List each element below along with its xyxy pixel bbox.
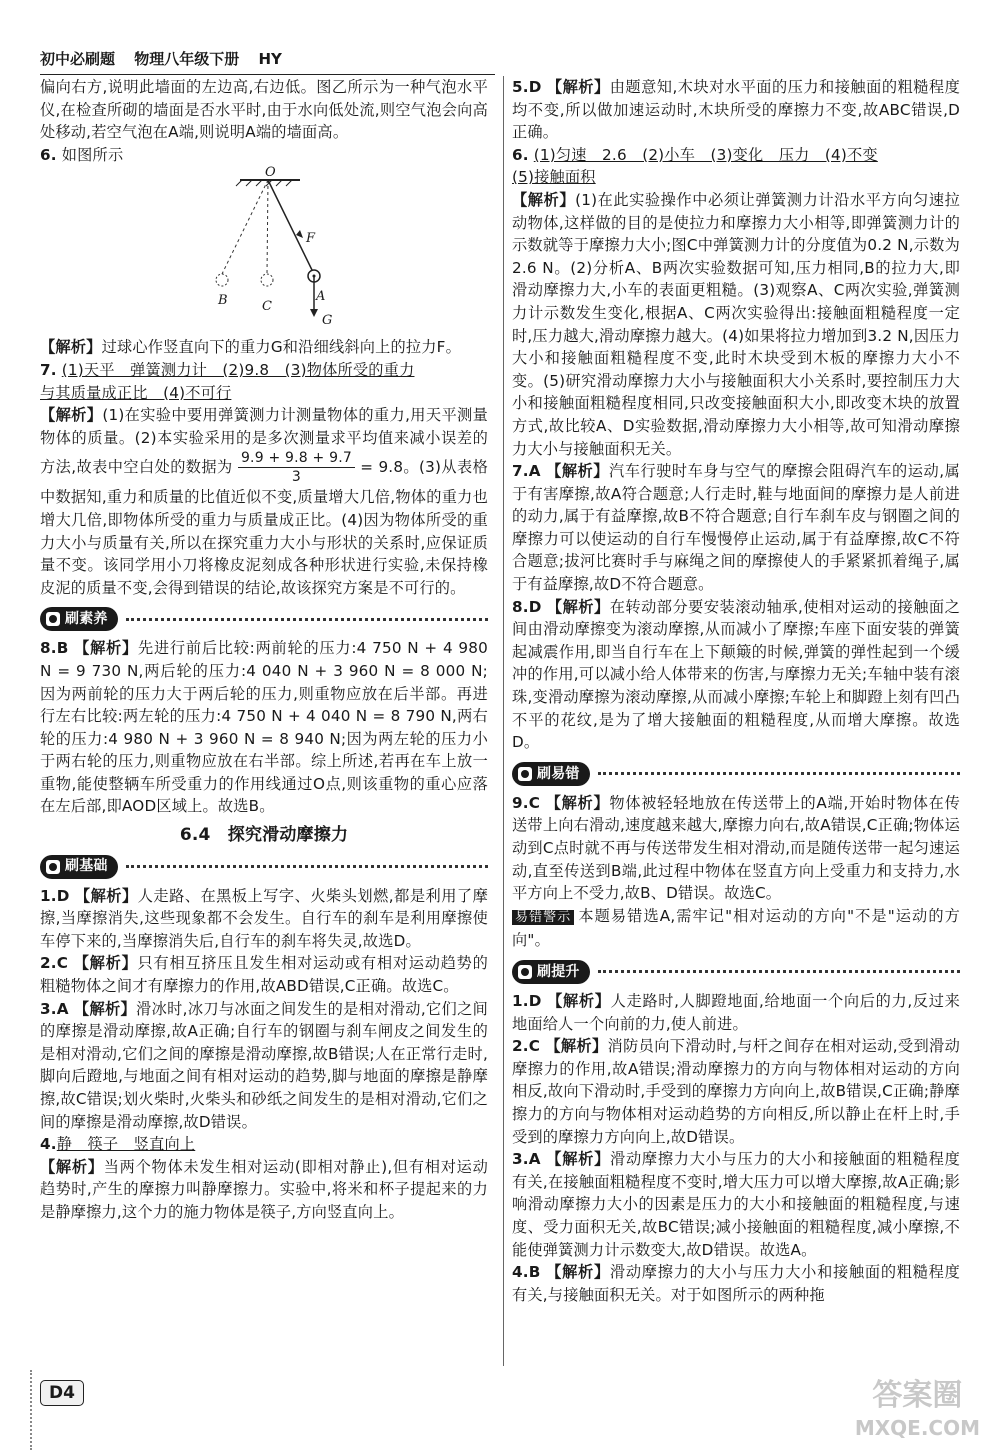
analysis-text: 人走路时,人脚蹬地面,给地面一个向后的力,反过来地面给人一个向前的力,使人前进。 [512,991,960,1033]
average-fraction [238,449,355,486]
analysis-tag: 【解析】 [73,999,137,1018]
section-jichu [40,853,488,881]
warning-text: 本题易错选A,需牢记"相对运动的方向"不是"运动的方向"。 [512,906,960,950]
question-number: 3. [40,999,57,1018]
answer-letter: C [56,954,69,973]
answer-letter: B [56,639,69,658]
analysis-tag: 【解析】 [545,793,610,812]
badge-jichu [40,855,118,879]
analysis-text: 先进行前后比较:两前轮的压力:4 750 N + 4 980 N = 9 730 N,两后轮的压力:4 040 N + 3 960 N = 8 000 N;因为两前轮的压力大于两后轮的压力,则重物应放在后半部。再进行左右比较:两左轮的压力:4 750 N + 4 040 N = 8 790 N,两右轮的压力:4 980 N + 3 960 N = 8 940 N;因为两左轮的压力小于两右轮的压力,则重物应放在右半部。综上所述,若再在车上放一重物,能使整辆车所受重力的作用线通过O点,则该重物的重心应落在左后部,即AOD区域上。故选B。 [40,639,489,816]
question-number: 6. [40,145,57,164]
analysis-text: 当两个物体未发生相对运动(即相对静止),但有相对运动趋势时,产生的摩擦力叫静摩擦力。实验中,将米和杯子提起来的力是静摩擦力,这个力的施力物体是筷子,方向竖直向上。 [40,1157,488,1221]
advanced-question-1 [512,990,960,1035]
question-number: 7. [512,462,529,481]
dotted-rule [598,772,960,775]
section-tisheng [512,958,960,986]
question-number: 6. [512,145,529,164]
section-title: 6.4 探究滑动摩擦力 [179,825,349,846]
analysis-text: (1)在此实验操作中必须让弹簧测力计沿水平方向匀速拉动物体,这样做的目的是使拉力和摩擦力大小相等,即弹簧测力计的示数就等于摩擦力大小;图C中弹簧测力计的分度值为0.2 N,示数为2.6 N。(2)分析A、B两次实验数据可知,压力相同,B的拉力大,即滑动摩擦力大,小车的表面更粗糙。(3)观察A、C两次实验,弹簧测力计示数发生变化,根据A、C两次实验得出:接触面粗糙程度一定时,压力越大,滑动摩擦力越大。(4)如果将拉力增加到3.2 N,因压力大小和接触面粗糙程度不变,此时木块受到木板的摩擦力大小不变。(5)研究滑动摩擦力大小与接触面积大小关系时,要控制压力大小和接触面粗糙程度相同,只改变接触面积大小,即改变木块的放置方式,故比较A、D实验数据,滑动摩擦力大小相等,故可知滑动摩擦力大小与接触面积无关。 [512,190,960,458]
dotted-rule [126,618,488,621]
analysis-tag: 【解析】 [546,78,610,96]
analysis-text: 在转动部分要安装滚动轴承,使相对运动的接触面之间由滑动摩擦变为滚动摩擦,从而减小了摩擦;车座下面安装的弹簧起减震作用,即当自行车在上下颠簸的时候,弹簧的弹性起到一个缓冲的作用,可以减小给人体带来的伤害,与摩擦力无关;车轴中装有滚珠,变滑动摩擦为滚动摩擦,从而减小摩擦;车轮上和脚蹬上刻有凹凸不平的花纹,是为了增大接触面的粗糙程度,从而增大摩擦。故选D。 [512,597,960,752]
section-suyang [40,605,488,633]
column-divider [503,76,504,1366]
brush-icon [46,612,60,626]
question-number: 2. [512,1037,529,1056]
answer-letter: D [56,886,70,905]
analysis-text: 汽车行驶时车身与空气的摩擦会阻碍汽车的运动,属于有害摩擦,故A符合题意;人行走时,鞋与地面间的摩擦力是人前进的动力,属于有益摩擦,故B不符合题意;自行车刹车皮与钢圈之间的摩擦力可以使运动的自行车慢慢停止运动,属于有益摩擦,故C不符合题意;拔河比赛时手与麻绳之间的摩擦使人的手紧紧抓着绳子,属于有益摩擦,故D不符合题意。 [512,462,960,594]
analysis-tag: 【解析】 [74,639,138,658]
badge-suyang [40,607,118,631]
page-header [40,48,495,75]
analysis-text: 过球心作竖直向下的重力G和沿细线斜向上的拉力F。 [101,338,461,357]
label-g: G [322,313,333,329]
warning-label: 易错警示 [512,910,574,925]
question-number: 4. [40,1135,57,1154]
left-column [40,76,488,1224]
answer-line-1: (1)天平 弹簧测力计 (2)9.8 (3)物体所受的重力 [61,360,415,379]
answer-letter: B [528,1263,541,1282]
answer-letter: A [528,462,541,481]
series-title: 初中必刷题 [40,50,116,68]
question-8 [40,637,488,818]
question-number: 1. [512,991,529,1010]
answer-line-2: 与其质量成正比 (4)不可行 [40,383,232,402]
analysis-text: 由题意知,木块对水平面的压力和接触面的粗糙程度均不变,所以做加速运动时,木块所受的摩擦力不变,故ABC错误,D正确。 [512,78,960,142]
brush-icon [46,860,60,874]
question-5 [512,76,960,144]
question-7-analysis [40,404,488,599]
answer-letter: A [56,999,69,1018]
pendulum-figure [40,166,480,336]
label-o: O [265,165,276,181]
page-edge-dots [0,1370,32,1450]
error-warning [512,905,960,952]
label-b: B [218,293,228,309]
watermark-line-2: MXQE.COM [854,1416,980,1440]
analysis-tag: 【解析】 [547,991,611,1010]
basic-question-4 [40,1133,488,1223]
watermark-line-1: 答案圈 [872,1378,963,1413]
answer-letter: C [528,793,541,812]
analysis-tag: 【解析】 [73,954,138,973]
right-column [512,76,960,1306]
analysis-text: 只有相互挤压且发生相对运动或有相对运动趋势的粗糙物体之间才有摩擦力的作用,故ABD错误,C正确。故选C。 [40,954,488,996]
basic-question-1 [40,885,488,953]
analysis-text: 人走路、在黑板上写字、火柴头划燃,都是利用了摩擦,当摩擦消失,这些现象都不会发生。自行车的刹车是利用摩擦使车停下来的,当摩擦消失后,自行车的刹车将失灵,故选D。 [40,886,488,950]
analysis-text: 消防员向下滑动时,与杆之间存在相对运动,受到滑动摩擦力的作用,故A错误;滑动摩擦力的方向与物体相对运动的方向相反,故向下滑动时,手受到的摩擦力方向向上,故B错误,C正确;静摩擦力的方向与物体相对运动趋势的方向相反,所以静止在杆上时,手受到的摩擦力方向向上,故D错误。 [512,1037,960,1146]
answer-line-2: (5)接触面积 [512,168,596,187]
fraction-denominator: 3 [291,469,302,486]
dotted-rule [126,865,488,868]
question-number: 4. [512,1263,529,1282]
analysis-tag: 【解析】 [74,886,138,905]
book-title: 物理八年级下册 [134,50,240,68]
question-6-analysis [40,336,488,359]
analysis-tag: 【解析】 [546,1263,610,1282]
answer-text: 静 筷子 竖直向上 [56,1135,196,1154]
question-7-right [512,460,960,596]
analysis-text: 物体被轻轻地放在传送带上的A端,开始时物体在传送带上向右滑动,速度越来越大,摩擦力向右,故A错误,C正确;物体运动到C点时就不再与传送带发生相对滑动,而是随传送带一起匀速运动,直至传送到B端,此过程中物体在竖直方向上受重力和支持力,水平方向上不受力,故B、D错误。故选C。 [512,793,960,903]
analysis-text-a: (1)在实验中要用弹簧测力计测量物体的重力,用天平测量物体的质量。(2)本实验采用的是多次测量求平均值来减小误差的方法,故表中空白处的数据为 [40,406,488,477]
question-8-right [512,596,960,754]
analysis-text: 滑冰时,冰刀与冰面之间发生的是相对滑动,它们之间的摩擦是滑动摩擦,故A正确;自行车的钢圈与刹车闸皮之间发生的是相对滑动,它们之间的摩擦是滑动摩擦,故B错误;人在正常行走时,脚向后蹬地,与地面之间有相对运动的趋势,脚与地面的摩擦是静摩擦,故C错误;划火柴时,火柴头和砂纸之间发生的是相对滑动,它们之间的摩擦是滑动摩擦,故D错误。 [40,999,488,1131]
analysis-tag: 【解析】 [40,1157,104,1176]
answer-letter: D [528,991,542,1010]
question-number: 5. [512,78,529,96]
answer-letter: D [528,597,542,616]
answer-text: 如图所示 [61,145,124,164]
question-number: 3. [512,1150,529,1169]
edition-label: HY [258,50,282,68]
page-number: D4 [40,1380,84,1406]
analysis-tag: 【解析】 [545,1037,608,1056]
question-6 [40,144,488,167]
advanced-question-2 [512,1035,960,1148]
answer-letter: A [528,1150,541,1169]
dotted-rule [598,970,960,973]
analysis-text: 滑动摩擦力大小与压力的大小和接触面的粗糙程度有关,在接触面粗糙程度不变时,增大压力可以增大摩擦,故A正确;影响滑动摩擦力大小的因素是压力的大小和接触面的粗糙程度,与速度、受力面积无关,故BC错误;减小接触面的粗糙程度,减小摩擦,不能使弹簧测力计示数变大,故D错误。故选A。 [512,1150,960,1259]
question-number: 2. [40,954,57,973]
analysis-text-b: = 9.8。(3)从表格中数据知,重力和质量的比值近似不变,质量增大几倍,物体的重力也增大几倍,即物体所受的重力与质量成正比。(4)因为物体所受的重力大小与质量有关,所以在探究重力大小与形状的关系时,应保证质量不变。该同学用小刀将橡皮泥刻成各种形状进行实验,未保持橡皮泥的质量不变,会得到错误的结论,故该探究方案是不可行的。 [40,458,489,597]
analysis-tag: 【解析】 [546,597,610,616]
badge-label: 刷素养 [65,611,108,628]
advanced-question-4 [512,1261,960,1306]
question-9 [512,792,960,905]
question-6-right [512,144,960,460]
analysis-tag: 【解析】 [40,338,102,357]
answer-letter: C [528,1037,541,1056]
advanced-question-3 [512,1148,960,1261]
analysis-tag: 【解析】 [546,1150,611,1169]
intro-paragraph: 偏向右方,说明此墙面的左边高,右边低。图乙所示为一种气泡水平仪,在检查所砌的墙面是否水平时,由于水向低处流,则空气泡会向高处移动,若空气泡在A端,则说明A端的墙面高。 [40,78,488,142]
question-number: 8. [40,639,57,658]
label-a: A [316,289,326,305]
badge-tisheng [512,960,590,984]
question-number: 1. [40,886,57,905]
brush-icon [518,965,532,979]
badge-label: 刷提升 [537,963,580,980]
analysis-tag: 【解析】 [546,462,609,481]
watermark-logo [855,1380,980,1444]
basic-question-2 [40,952,488,997]
fraction-numerator: 9.9 + 9.8 + 9.7 [238,449,355,468]
label-c: C [262,299,273,315]
badge-label: 刷基础 [65,858,108,875]
section-yicuo [512,760,960,788]
question-7 [40,359,488,404]
answer-letter: D [528,78,542,96]
basic-question-3 [40,998,488,1134]
answer-line-1: (1)匀速 2.6 (2)小车 (3)变化 压力 (4)不变 [533,145,878,164]
analysis-tag: 【解析】 [512,190,576,209]
question-number: 9. [512,793,529,812]
badge-label: 刷易错 [537,765,580,782]
question-number: 7. [40,360,57,379]
question-number: 8. [512,597,529,616]
analysis-text: 滑动摩擦力的大小与压力大小和接触面的粗糙程度有关,与接触面积无关。对于如图所示的两种拖 [512,1263,961,1304]
analysis-tag: 【解析】 [40,406,103,425]
badge-yicuo [512,762,590,786]
label-f: F [306,231,316,247]
brush-icon [518,767,532,781]
